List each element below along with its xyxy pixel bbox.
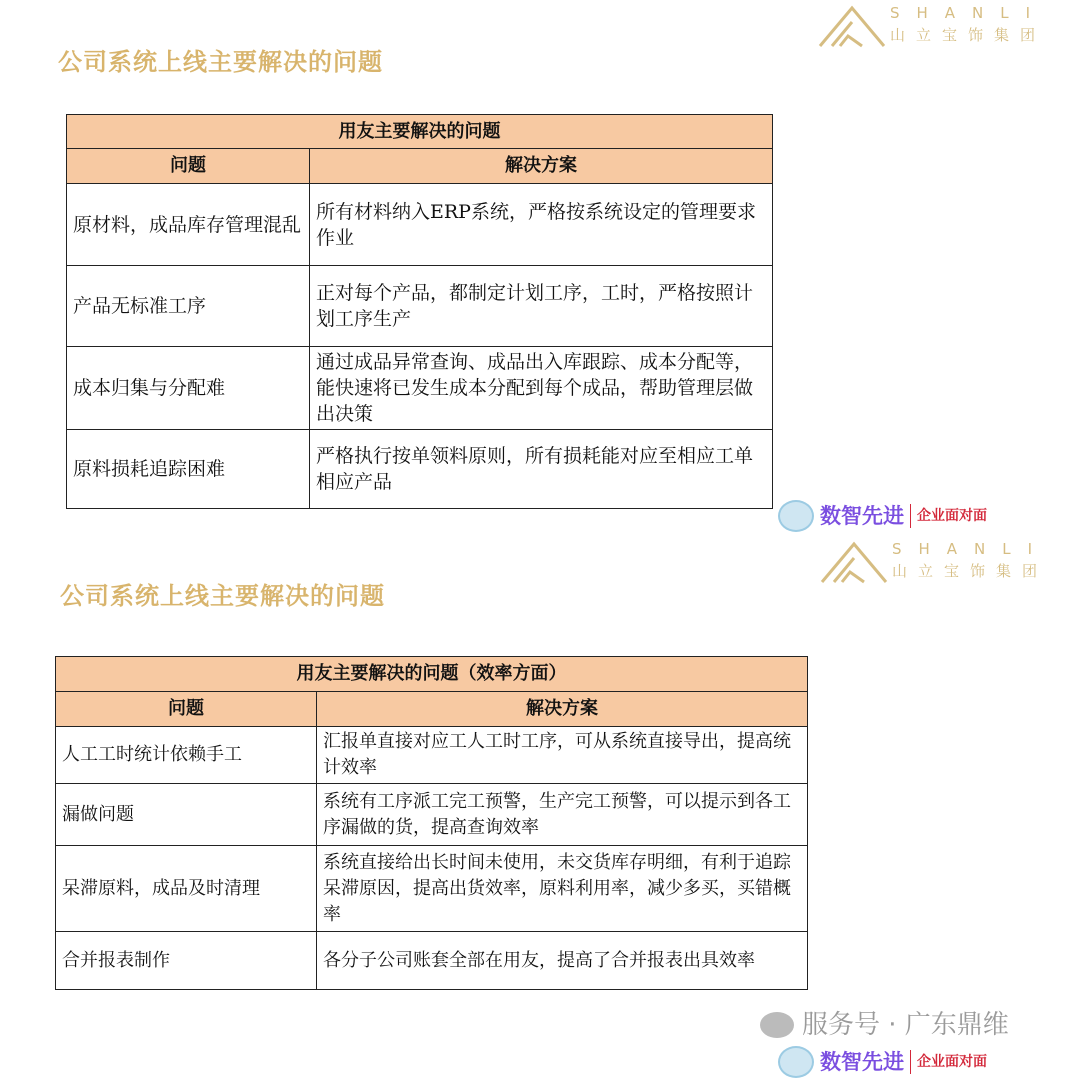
brand-cn: 山立宝饰集团 xyxy=(892,562,1049,580)
table-title: 用友主要解决的问题（效率方面） xyxy=(56,657,808,692)
problem-cell: 人工工时统计依赖手工 xyxy=(56,727,317,784)
mascot-icon xyxy=(778,1046,814,1078)
table-row xyxy=(67,184,773,266)
table-row xyxy=(56,784,808,846)
problem-cell: 呆滞原料，成品及时清理 xyxy=(56,846,317,932)
solution-cell: 汇报单直接对应工人工时工序，可从系统直接导出，提高统计效率 xyxy=(317,727,808,784)
watermark xyxy=(778,1046,987,1078)
efficiency-table xyxy=(55,656,808,990)
section-title: 公司系统上线主要解决的问题 xyxy=(60,582,385,610)
problem-cell: 产品无标准工序 xyxy=(67,266,310,347)
watermark-main: 数智先进 xyxy=(820,504,904,528)
solution-cell: 各分子公司账套全部在用友，提高了合并报表出具效率 xyxy=(317,932,808,990)
problem-cell: 合并报表制作 xyxy=(56,932,317,990)
mascot-icon xyxy=(778,500,814,532)
table-title: 用友主要解决的问题 xyxy=(67,115,773,149)
section-title: 公司系统上线主要解决的问题 xyxy=(58,48,383,76)
brand-en: SHANLI xyxy=(890,4,1048,22)
watermark xyxy=(778,500,987,532)
problem-cell: 漏做问题 xyxy=(56,784,317,846)
mountain-logo-icon xyxy=(820,538,890,584)
wechat-icon xyxy=(760,1012,794,1038)
table-row xyxy=(67,347,773,430)
table-row xyxy=(56,727,808,784)
mountain-logo-icon xyxy=(818,2,888,48)
solution-cell: 通过成品异常查询、成品出入库跟踪、成本分配等，能快速将已发生成本分配到每个成品，帮助管理层做出决策 xyxy=(310,347,773,430)
table-row xyxy=(67,266,773,347)
header-solution: 解决方案 xyxy=(317,692,808,727)
problem-cell: 原料损耗追踪困难 xyxy=(67,430,310,509)
header-problem: 问题 xyxy=(67,149,310,184)
brand-cn: 山立宝饰集团 xyxy=(890,26,1047,44)
service-text: 服务号 · 广东鼎维 xyxy=(802,1010,1009,1040)
solution-cell: 严格执行按单领料原则，所有损耗能对应至相应工单相应产品 xyxy=(310,430,773,509)
solution-cell: 系统直接给出长时间未使用，未交货库存明细，有利于追踪呆滞原因，提高出货效率，原料利用率，减少多买，买错概率 xyxy=(317,846,808,932)
table-row xyxy=(67,430,773,509)
solution-cell: 正对每个产品，都制定计划工序，工时，严格按照计划工序生产 xyxy=(310,266,773,347)
brand-en: SHANLI xyxy=(892,540,1050,558)
header-problem: 问题 xyxy=(56,692,317,727)
problem-cell: 成本归集与分配难 xyxy=(67,347,310,430)
shanli-logo xyxy=(820,538,1070,584)
shanli-logo xyxy=(818,2,1068,48)
watermark-main: 数智先进 xyxy=(820,1050,904,1074)
watermark-sub: 企业面对面 xyxy=(910,504,987,528)
problem-cell: 原材料，成品库存管理混乱 xyxy=(67,184,310,266)
table-row xyxy=(56,846,808,932)
solution-cell: 所有材料纳入ERP系统，严格按系统设定的管理要求作业 xyxy=(310,184,773,266)
table-row xyxy=(56,932,808,990)
service-account-label xyxy=(760,1008,1009,1042)
header-solution: 解决方案 xyxy=(310,149,773,184)
solutions-table xyxy=(66,114,773,509)
solution-cell: 系统有工序派工完工预警，生产完工预警，可以提示到各工序漏做的货，提高查询效率 xyxy=(317,784,808,846)
watermark-sub: 企业面对面 xyxy=(910,1050,987,1074)
